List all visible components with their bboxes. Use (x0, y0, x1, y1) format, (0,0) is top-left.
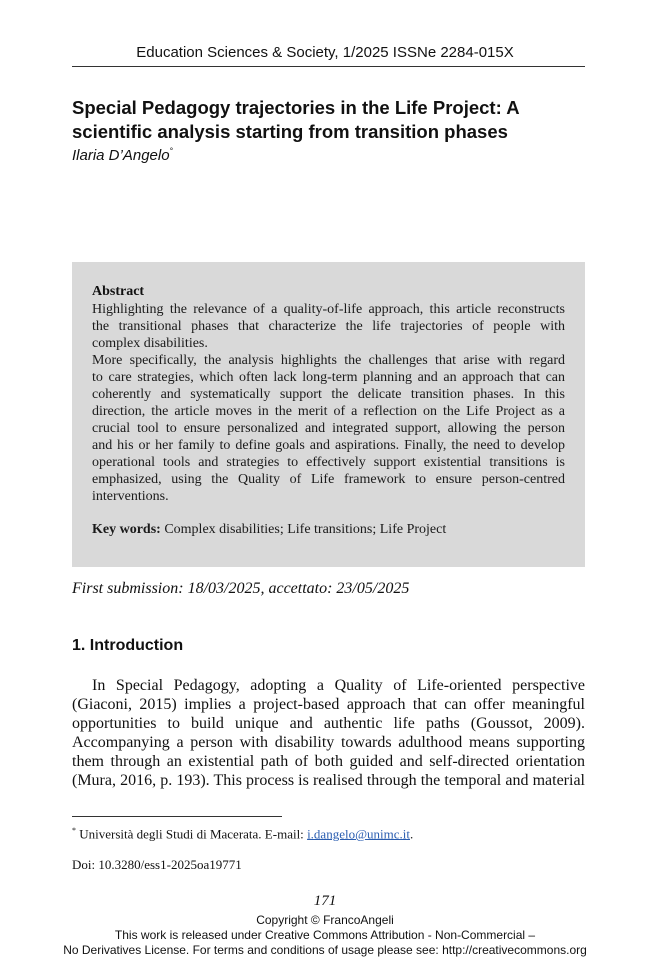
author-line (72, 146, 173, 164)
body-line: opportunities to build unique and authentic life paths (Goussot, 2009). (72, 715, 585, 732)
header-divider (72, 66, 585, 67)
abstract-line: direction, the article moves in the merit of a reflection on the Life Project as a (92, 404, 565, 419)
footnote-divider (72, 816, 282, 817)
body-line: (Giaconi, 2015) implies a project-based approach that can offer meaningful (72, 696, 585, 713)
body-line: In Special Pedagogy, adopting a Quality of Life-oriented perspective (92, 677, 585, 694)
section-heading-introduction: 1. Introduction (72, 637, 184, 654)
abstract-line: operational tools and strategies to effectively support existential transitions is (92, 455, 565, 470)
footnote-mark: * (72, 826, 76, 835)
abstract-line: and his or her family to define goals and aspirations. Finally, the need to develop (92, 438, 565, 453)
abstract-line: emphasized, using the Quality of Life framework to ensure person-centred (92, 472, 565, 487)
footer-license-line-2: No Derivatives License. For terms and conditions of usage please see: http://creativecommons.org (63, 943, 587, 957)
abstract-line: the transitional phases that characterize the life trajectories of people with (92, 319, 565, 334)
abstract-line: More specifically, the analysis highlights the challenges that arise with regard (92, 353, 565, 368)
keywords-label: Key words: (92, 522, 161, 537)
abstract-line: interventions. (92, 489, 169, 504)
keywords-text: Complex disabilities; Life transitions; Life Project (164, 522, 447, 537)
abstract-line: coherently and systematically support the delicate transition phases. In this (92, 387, 565, 402)
doi-line: Doi: 10.3280/ess1-2025oa19771 (72, 857, 242, 872)
body-line: Accompanying a person with disability towards adulthood means supporting (72, 734, 585, 751)
footnote-end: . (410, 826, 414, 842)
footnote-email-link[interactable]: i.dangelo@unimc.it (307, 826, 411, 842)
page-number: 171 (313, 893, 337, 909)
journal-header: Education Sciences & Society, 1/2025 ISSNe 2284-015X (136, 44, 514, 61)
footnote (72, 826, 413, 842)
abstract-line: to care strategies, which often lack long-term planning and an approach that can (92, 370, 565, 385)
footnote-text: Università degli Studi di Macerata. E-mail: (79, 826, 308, 842)
body-line: them through an existential path of both guided and self-directed orientation (72, 753, 585, 770)
author-name: Ilaria D’Angelo (72, 147, 170, 164)
body-line: (Mura, 2016, p. 193). This process is realised through the temporal and material (72, 772, 585, 789)
author-footnote-mark: ° (169, 146, 174, 156)
abstract-heading: Abstract (92, 284, 145, 299)
paper-title: Special Pedagogy trajectories in the Life Project: A scientific analysis starting from transition phases (72, 97, 519, 142)
keywords-line (92, 522, 446, 538)
submission-dates: First submission: 18/03/2025, accettato: 23/05/2025 (72, 580, 410, 597)
footer-copyright: Copyright © FrancoAngeli (256, 913, 394, 927)
abstract-line: Highlighting the relevance of a quality-of-life approach, this article reconstructs (92, 302, 565, 317)
footer-license-line-1: This work is released under Creative Commons Attribution - Non-Commercial – (114, 928, 536, 942)
abstract-line: complex disabilities. (92, 336, 208, 351)
abstract-line: crucial tool to ensure personalized and integrated support, allowing the person (92, 421, 565, 436)
